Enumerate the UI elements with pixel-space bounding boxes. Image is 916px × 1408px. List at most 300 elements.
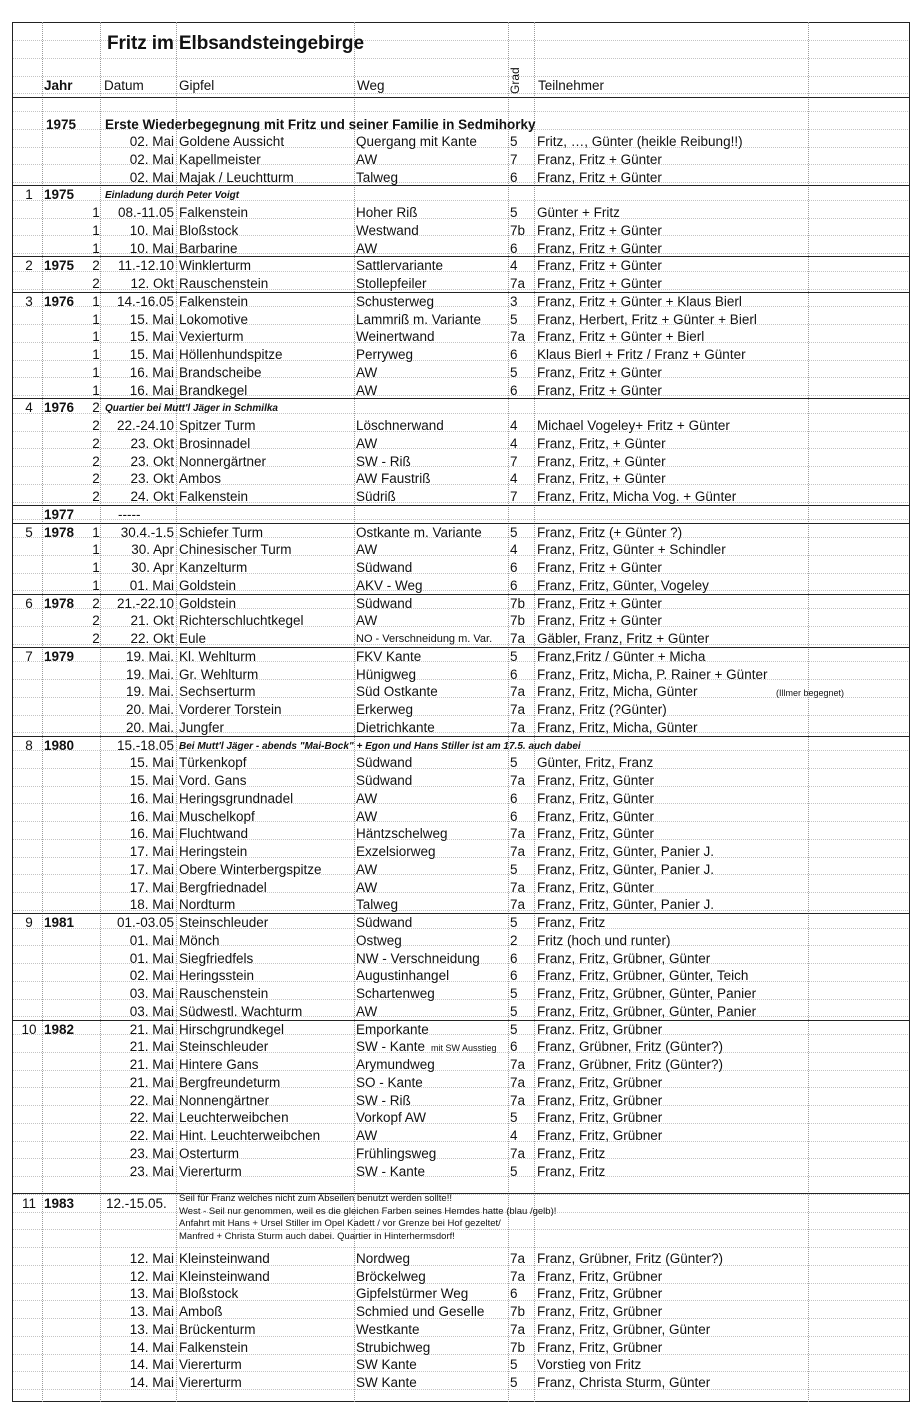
row-participants: Franz, Fritz + Günter — [537, 169, 662, 185]
table-row — [12, 825, 910, 843]
table-row — [12, 1074, 910, 1092]
row-participants: Franz, Fritz + Günter — [537, 258, 662, 274]
row-grade: 5 — [510, 986, 518, 1001]
row-grade: 6 — [510, 968, 518, 984]
row-grade: 7a — [510, 329, 526, 345]
row-grade: 7b — [510, 613, 526, 629]
row-participants: Franz, Fritz + Günter — [537, 595, 662, 611]
row-grade: 5 — [510, 1021, 518, 1037]
row-grade: 5 — [510, 861, 518, 877]
row-date: 03. Mai — [129, 986, 174, 1001]
row-grade: 6 — [510, 577, 518, 593]
row-date: 23. Okt — [130, 435, 174, 451]
row-season: 2 — [92, 631, 100, 646]
row-route: Häntzschelweg — [356, 826, 448, 842]
header-gipfel: Gipfel — [179, 78, 215, 93]
row-route: Hoher Riß — [356, 205, 418, 220]
table-row — [12, 1268, 910, 1286]
row-date: 16. Mai — [129, 382, 174, 398]
row-participants: Franz, Fritz, Grübner — [537, 1110, 663, 1126]
row-season: 2 — [92, 613, 100, 629]
row-date: 21. Mai — [129, 1057, 174, 1072]
row-date: 22.-24.10 — [116, 418, 174, 433]
row-season: 1 — [92, 560, 100, 575]
row-route: Perryweg — [356, 347, 414, 362]
table-row — [12, 1056, 910, 1074]
row-participants: Gäbler, Franz, Fritz + Günter — [537, 631, 710, 646]
row-year: 1975 — [44, 187, 75, 203]
table-row — [12, 346, 910, 364]
row-grade: 5 — [510, 755, 518, 771]
row-route: Arymundweg — [356, 1057, 435, 1072]
table-row — [12, 382, 910, 400]
row-grade: 5 — [510, 134, 518, 149]
row-peak: Schiefer Turm — [179, 524, 264, 540]
table-row — [12, 257, 910, 275]
row-peak: Falkenstein — [179, 489, 249, 504]
row-participants: Franz, Fritz, Günter — [537, 826, 655, 842]
row-peak: Osterturm — [179, 1145, 240, 1161]
row-participants: Franz, Fritz, Günter, Panier J. — [537, 897, 715, 913]
row-participants: Franz, Fritz, Micha, Günter — [537, 684, 698, 700]
row-grade: 7b — [510, 595, 526, 611]
row-grade: 7a — [510, 1251, 526, 1266]
row-season: 2 — [92, 258, 100, 274]
row-peak: Hirschgrundkegel — [179, 1021, 285, 1037]
row-grade: 6 — [510, 1286, 518, 1302]
row-participants: Franz, Fritz + Günter — [537, 240, 662, 256]
intro-year: 1975 — [46, 117, 77, 132]
row-year: 1978 — [44, 595, 75, 611]
table-row — [12, 275, 910, 293]
row-season: 2 — [92, 453, 100, 469]
row-route: AW — [356, 382, 378, 398]
row-date: 18. Mai — [129, 897, 174, 913]
row-peak: Leuchterweibchen — [179, 1110, 289, 1126]
row-route: SW Kante — [356, 1374, 417, 1390]
table-row — [12, 1003, 910, 1021]
table-row — [12, 470, 910, 488]
row-peak: Gr. Wehlturm — [179, 666, 259, 682]
row-participants: Franz, Fritz + Günter — [537, 382, 662, 398]
row-route: Südwand — [356, 595, 413, 611]
table-row — [12, 506, 910, 524]
row-route: Sattlervariante — [356, 258, 444, 274]
row-participants: Franz, Fritz, Grübner — [537, 1074, 663, 1090]
row-number: 4 — [25, 400, 33, 416]
row-participants: Franz, Fritz, Micha Vog. + Günter — [537, 489, 737, 504]
row-date: 13. Mai — [129, 1304, 174, 1320]
row-route: SO - Kante — [356, 1074, 423, 1090]
row-route: Löschnerwand — [356, 418, 444, 433]
row-grade: 5 — [510, 915, 518, 930]
row-participants: Franz, Fritz, Micha, P. Rainer + Günter — [537, 666, 768, 682]
row-season: 2 — [92, 471, 100, 487]
row-peak: Heringsgrundnadel — [179, 790, 294, 806]
row-date: 10. Mai — [129, 222, 174, 238]
table-row — [12, 204, 910, 222]
row-grade: 6 — [510, 560, 518, 575]
row-year: 1981 — [44, 915, 75, 930]
row-grade: 5 — [510, 524, 518, 540]
row-participants: Franz, Fritz + Günter — [537, 613, 662, 629]
row-route: Südwand — [356, 773, 413, 788]
row-season: 2 — [92, 400, 100, 416]
row-date: 22. Mai — [129, 1092, 174, 1108]
row-route: Südwand — [356, 560, 413, 575]
row-participants: Franz, Fritz, Grübner, Günter — [537, 1321, 711, 1337]
row-grade: 4 — [510, 418, 518, 433]
header-jahr: Jahr — [44, 78, 73, 93]
row-participants: Franz, Grübner, Fritz (Günter?) — [537, 1251, 724, 1266]
row-date: 19. Mai. — [125, 648, 174, 664]
row-date: 16. Mai — [129, 826, 174, 842]
row-participants: Franz, Fritz, Grübner, Günter, Panier — [537, 986, 757, 1001]
row-participants: Franz, Fritz + Günter + Bierl — [537, 329, 705, 345]
row-route: Talweg — [356, 169, 399, 185]
row-date: 12. Mai — [129, 1251, 174, 1266]
row-peak: Steinschleuder — [179, 915, 269, 930]
row-participants: Franz, Fritz, Günter — [537, 808, 655, 824]
table-row — [12, 541, 910, 559]
row-participants: Franz, Fritz + Günter — [537, 151, 662, 167]
row-date: 30. Apr — [131, 560, 174, 575]
row-participants: Franz, Fritz + Günter — [537, 364, 662, 380]
row-number: 7 — [25, 648, 33, 664]
row-route: Exzelsiorweg — [356, 844, 436, 859]
row-route: SW - Kante — [356, 1163, 426, 1179]
row-peak: Brückenturm — [179, 1321, 256, 1337]
row-grade: 7a — [510, 1074, 526, 1090]
trip-note-line: Anfahrt mit Hans + Ursel Stiller im Opel Kadett / vor Grenze bei Hof gezeltet/ — [179, 1218, 501, 1230]
row-grade: 6 — [510, 240, 518, 256]
row-season: 1 — [92, 311, 100, 327]
row-participants: Franz, Fritz, + Günter — [537, 435, 666, 451]
row-route: Süd Ostkante — [356, 684, 438, 700]
row-route: Südwand — [356, 755, 413, 771]
row-peak: Nordturm — [179, 897, 236, 913]
row-season: 1 — [92, 329, 100, 345]
row-number: 3 — [25, 293, 33, 309]
table-row — [12, 1021, 910, 1039]
table-row — [12, 666, 910, 684]
row-date: 12. Mai — [129, 1268, 174, 1284]
table-row — [12, 683, 910, 701]
trip-note-line: West - Seil nur genommen, weil es die gleichen Farben seines Hemdes hatte (blau /gelb)! — [179, 1205, 557, 1217]
trip-note-line: Manfred + Christa Sturm auch dabei. Quartier in Hinterhermsdorf! — [179, 1230, 455, 1242]
row-route: AW Faustriß — [356, 471, 431, 487]
table-row — [12, 1163, 910, 1181]
row-grade: 5 — [510, 1357, 518, 1373]
row-route: Gipfelstürmer Weg — [356, 1286, 469, 1302]
row-note: Quartier bei Mutt'l Jäger in Schmilka — [105, 403, 278, 415]
row-peak: Goldene Aussicht — [179, 134, 285, 149]
table-row — [12, 559, 910, 577]
row-peak: Steinschleuder — [179, 1039, 269, 1055]
row-route: Ostkante m. Variante — [356, 524, 482, 540]
row-date: ----- — [118, 506, 141, 522]
row-participants: Franz, Fritz, Günter — [537, 773, 655, 788]
row-grade: 7a — [510, 719, 526, 735]
row-peak: Brandscheibe — [179, 364, 262, 380]
row-grade: 6 — [510, 1039, 518, 1055]
row-route: Ostweg — [356, 932, 402, 948]
row-grade: 6 — [510, 666, 518, 682]
row-date: 16. Mai — [129, 790, 174, 806]
row-year: 1982 — [44, 1021, 75, 1037]
table-row — [12, 630, 910, 648]
row-year: 1978 — [44, 524, 75, 540]
row-route: AW — [356, 542, 378, 558]
table-row — [12, 967, 910, 985]
row-grade: 7a — [510, 631, 526, 646]
row-route: Emporkante — [356, 1021, 429, 1037]
table-row — [12, 1321, 910, 1339]
row-grade: 7a — [510, 276, 526, 291]
table-row — [12, 1339, 910, 1357]
row-date: 02. Mai — [129, 151, 174, 167]
table-row — [12, 293, 910, 311]
row-participants: Franz, Fritz, Grübner — [537, 1339, 663, 1355]
row-route: SW - Kante — [356, 1039, 426, 1055]
table-row — [12, 595, 910, 613]
row-participants: Franz, Fritz — [537, 915, 606, 930]
row-participants: Franz, Fritz, Grübner — [537, 1286, 663, 1302]
row-grade: 7a — [510, 844, 526, 859]
row-date: 11.-12.10 — [117, 258, 174, 274]
row-participants: Franz, Fritz + Günter — [537, 560, 662, 575]
row-grade: 7a — [510, 1268, 526, 1284]
header-grad: Grad — [508, 67, 522, 94]
table-row — [12, 790, 910, 808]
row-participants: Franz, Fritz, + Günter — [537, 471, 666, 487]
row-participants: Franz,Fritz / Günter + Micha — [537, 648, 706, 664]
row-date: 23. Mai — [129, 1145, 174, 1161]
row-grade: 7b — [510, 222, 526, 238]
row-grade: 6 — [510, 382, 518, 398]
row-peak: Vorderer Torstein — [179, 702, 282, 717]
row-season: 2 — [92, 489, 100, 504]
row-peak: Amboß — [179, 1304, 223, 1320]
row-peak: Höllenhundspitze — [179, 347, 283, 362]
row-route: Stollepfeiler — [356, 276, 427, 291]
row-participants: Franz, Fritz (+ Günter ?) — [537, 524, 683, 540]
row-number: 10 — [21, 1021, 37, 1037]
row-participants: Michael Vogeley+ Fritz + Günter — [537, 418, 730, 433]
row-date: 01. Mai — [129, 577, 174, 593]
row-participants: Franz, Fritz, Grübner, Günter, Teich — [537, 968, 749, 984]
row-date: 02. Mai — [129, 134, 174, 149]
table-row — [12, 222, 910, 240]
row-grade: 5 — [510, 1110, 518, 1126]
row-peak: Vord. Gans — [179, 773, 247, 788]
row-route: Weinertwand — [356, 329, 435, 345]
row-grade: 7 — [510, 151, 518, 167]
row-route: AW — [356, 879, 378, 895]
row-peak: Kapellmeister — [179, 151, 261, 167]
table-row — [12, 932, 910, 950]
table-row — [12, 328, 910, 346]
row-peak: Bloßstock — [179, 222, 239, 238]
row-route: AW — [356, 1128, 378, 1143]
row-route: Schmied und Geselle — [356, 1304, 485, 1320]
row-season: 1 — [92, 382, 100, 398]
row-peak: Muschelkopf — [179, 808, 255, 824]
row-date: 03. Mai — [129, 1003, 174, 1019]
row-date: 15. Mai — [129, 755, 174, 771]
row-date: 08.-11.05 — [117, 205, 174, 220]
row-route: AW — [356, 435, 378, 451]
row-peak: Heringsstein — [179, 968, 255, 984]
row-grade: 7 — [510, 489, 518, 504]
row-grade: 7a — [510, 1057, 526, 1072]
row-peak: Hintere Gans — [179, 1057, 259, 1072]
table-row — [12, 524, 910, 542]
row-grade: 7a — [510, 897, 526, 913]
row-date: 13. Mai — [129, 1286, 174, 1302]
row-date: 15. Mai — [129, 329, 174, 345]
row-grade: 6 — [510, 169, 518, 185]
row-participants: Franz, Fritz (?Günter) — [537, 702, 667, 717]
row-participants: Franz, Grübner, Fritz (Günter?) — [537, 1039, 724, 1055]
row-participants: Klaus Bierl + Fritz / Franz + Günter — [537, 347, 746, 362]
table-row — [12, 808, 910, 826]
row-peak: Viererturm — [179, 1374, 242, 1390]
row-grade: 5 — [510, 648, 518, 664]
row-date: 17. Mai — [129, 844, 174, 859]
row-grade: 5 — [510, 1003, 518, 1019]
row-year: 1979 — [44, 648, 75, 664]
row-season: 1 — [92, 222, 100, 238]
year-divider — [12, 1193, 910, 1194]
table-row — [12, 399, 910, 417]
row-date: 21.-22.10 — [116, 595, 174, 611]
row-season: 1 — [92, 364, 100, 380]
table-row — [12, 843, 910, 861]
table-row — [12, 577, 910, 595]
row-note: Einladung durch Peter Voigt — [105, 190, 240, 202]
row-route: AW — [356, 613, 378, 629]
row-participants: Franz, Fritz, Grübner — [537, 1128, 663, 1143]
row-peak: Goldstein — [179, 595, 237, 611]
row-participants: Franz, Fritz, Grübner — [537, 1092, 663, 1108]
row-peak: Jungfer — [179, 719, 225, 735]
row-participants: Franz, Herbert, Fritz + Günter + Bierl — [537, 311, 757, 327]
row-number: 11 — [21, 1196, 36, 1211]
row-peak: Falkenstein — [179, 1339, 249, 1355]
row-date: 02. Mai — [129, 169, 174, 185]
row-date: 22. Mai — [129, 1128, 174, 1143]
row-grade: 4 — [510, 542, 518, 558]
row-date: 01.-03.05 — [116, 915, 174, 930]
row-peak: Obere Winterbergspitze — [179, 861, 322, 877]
row-participants: Günter, Fritz, Franz — [537, 755, 654, 771]
table-row — [12, 151, 910, 169]
row-date: 21. Mai — [129, 1039, 174, 1055]
table-row — [12, 896, 910, 914]
table-row — [12, 1038, 910, 1056]
table-row — [12, 311, 910, 329]
row-peak: Vexierturm — [179, 329, 244, 345]
table-row — [12, 648, 910, 666]
row-date: 21. Mai — [129, 1021, 174, 1037]
row-participants: Franz, Fritz, + Günter — [537, 453, 666, 469]
row-peak: Kleinsteinwand — [179, 1251, 270, 1266]
table-row — [12, 488, 910, 506]
row-peak: Fluchtwand — [179, 826, 249, 842]
row-peak: Nonnengärtner — [179, 1092, 270, 1108]
row-peak: Hint. Leuchterweibchen — [179, 1128, 321, 1143]
row-grade: 5 — [510, 311, 518, 327]
row-season: 2 — [92, 595, 100, 611]
table-row — [12, 737, 910, 755]
row-grade: 7b — [510, 1304, 526, 1320]
row-peak: Spitzer Turm — [179, 418, 256, 433]
row-route: NW - Verschneidung — [356, 950, 480, 966]
row-date: 15. Mai — [129, 773, 174, 788]
row-peak: Kleinsteinwand — [179, 1268, 270, 1284]
row-peak: Chinesischer Turm — [179, 542, 292, 558]
row-season: 1 — [92, 347, 100, 362]
row-season: 1 — [92, 205, 100, 220]
table-row — [12, 754, 910, 772]
row-route: AW — [356, 151, 378, 167]
row-season: 1 — [92, 542, 100, 558]
row-participants-note: (Illmer begegnet) — [776, 688, 845, 699]
row-grade: 3 — [510, 293, 518, 309]
table-row — [12, 861, 910, 879]
row-peak: Rauschenstein — [179, 986, 269, 1001]
table-row — [12, 772, 910, 790]
row-peak: Falkenstein — [179, 205, 249, 220]
row-grade: 2 — [510, 932, 518, 948]
row-route: Schusterweg — [356, 293, 435, 309]
row-grade: 7a — [510, 702, 526, 717]
row-route: Hünigweg — [356, 666, 417, 682]
row-participants: Franz, Fritz, Grübner — [537, 1304, 663, 1320]
table-row — [12, 914, 910, 932]
row-year: 1976 — [44, 400, 75, 416]
row-peak: Siegfriedfels — [179, 950, 254, 966]
table-row — [12, 1303, 910, 1321]
row-date: 10. Mai — [129, 240, 174, 256]
row-peak: Viererturm — [179, 1357, 242, 1373]
row-date: 02. Mai — [129, 968, 174, 984]
row-peak: Bergfreundeturm — [179, 1074, 281, 1090]
row-route: Erkerweg — [356, 702, 414, 717]
row-date: 13. Mai — [129, 1321, 174, 1337]
table-row — [12, 435, 910, 453]
row-peak: Heringstein — [179, 844, 248, 859]
row-year: 1976 — [44, 293, 75, 309]
table-row — [12, 612, 910, 630]
row-participants: Franz, Fritz, Micha, Günter — [537, 719, 698, 735]
row-route: AW — [356, 240, 378, 256]
row-participants: Franz, Christa Sturm, Günter — [537, 1374, 711, 1390]
row-peak: Mönch — [179, 932, 220, 948]
table-row — [12, 1127, 910, 1145]
row-route: Lammriß m. Variante — [356, 311, 482, 327]
row-peak: Brandkegel — [179, 382, 248, 398]
table-row — [12, 1250, 910, 1268]
row-peak: Türkenkopf — [179, 755, 247, 771]
row-peak: Barbarine — [179, 240, 238, 256]
row-participants: Franz, Fritz — [537, 1163, 606, 1179]
row-peak: Sechserturm — [179, 684, 256, 700]
row-grade: 4 — [510, 471, 518, 487]
row-grade: 7a — [510, 826, 526, 842]
intro-text: Erste Wiederbegegnung mit Fritz und seiner Familie in Sedmihorky — [105, 117, 536, 132]
